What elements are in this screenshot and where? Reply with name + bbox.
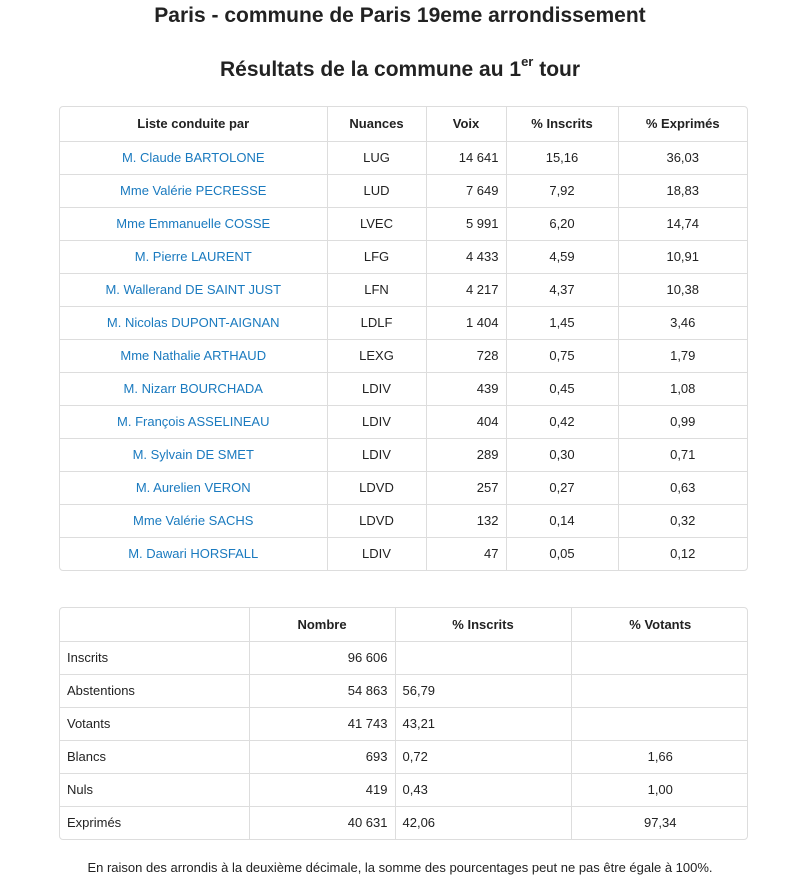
results-table bbox=[59, 106, 748, 571]
pct-exprimes-cell: 0,63 bbox=[618, 471, 747, 504]
summary-pct-votants-cell: 1,66 bbox=[571, 740, 748, 773]
table-row bbox=[60, 674, 748, 707]
table-row bbox=[60, 641, 748, 674]
pct-inscrits-cell: 0,05 bbox=[506, 537, 618, 570]
voix-cell: 1 404 bbox=[426, 306, 506, 339]
pct-inscrits-cell: 0,27 bbox=[506, 471, 618, 504]
voix-cell: 404 bbox=[426, 405, 506, 438]
summary-nombre-cell: 96 606 bbox=[249, 641, 395, 674]
summary-nombre-cell: 693 bbox=[249, 740, 395, 773]
summary-nombre-cell: 40 631 bbox=[249, 806, 395, 839]
pct-inscrits-cell: 0,14 bbox=[506, 504, 618, 537]
voix-cell: 728 bbox=[426, 339, 506, 372]
summary-header-row bbox=[60, 608, 748, 641]
voix-cell: 439 bbox=[426, 372, 506, 405]
candidate-cell bbox=[60, 207, 327, 240]
table-row bbox=[60, 806, 748, 839]
pct-exprimes-cell: 14,74 bbox=[618, 207, 747, 240]
pct-exprimes-cell: 0,71 bbox=[618, 438, 747, 471]
nuance-cell: LUD bbox=[327, 174, 426, 207]
nuance-cell: LDIV bbox=[327, 438, 426, 471]
voix-cell: 289 bbox=[426, 438, 506, 471]
summary-label-cell: Exprimés bbox=[60, 806, 249, 839]
col-header-liste: Liste conduite par bbox=[60, 107, 327, 141]
candidate-link[interactable]: M. François ASSELINEAU bbox=[117, 414, 270, 429]
summary-col-header-label bbox=[60, 608, 249, 641]
candidate-cell bbox=[60, 141, 327, 174]
pct-exprimes-cell: 10,38 bbox=[618, 273, 747, 306]
summary-label-cell: Abstentions bbox=[60, 674, 249, 707]
nuance-cell: LEXG bbox=[327, 339, 426, 372]
summary-pct-votants-cell bbox=[571, 674, 748, 707]
summary-nombre-cell: 54 863 bbox=[249, 674, 395, 707]
table-row bbox=[60, 537, 747, 570]
pct-exprimes-cell: 0,12 bbox=[670, 546, 696, 562]
candidate-link[interactable]: Mme Emmanuelle COSSE bbox=[116, 216, 271, 231]
voix-cell: 4 217 bbox=[426, 273, 506, 306]
table-row bbox=[60, 207, 747, 240]
voix-cell: 132 bbox=[426, 504, 506, 537]
results-header-row bbox=[60, 107, 747, 141]
summary-pct-votants-cell: 1,00 bbox=[571, 773, 748, 806]
candidate-link[interactable]: M. Wallerand DE SAINT JUST bbox=[105, 282, 282, 297]
table-row bbox=[60, 306, 747, 339]
subtitle-text: Résultats de la commune au 1 bbox=[219, 58, 522, 81]
candidate-cell bbox=[60, 240, 327, 273]
candidate-cell bbox=[60, 504, 327, 537]
nuance-cell: LDIV bbox=[327, 372, 426, 405]
table-row bbox=[60, 740, 748, 773]
nuance-cell: LUG bbox=[327, 141, 426, 174]
summary-col-header-nombre: Nombre bbox=[249, 608, 395, 641]
candidate-cell bbox=[60, 306, 327, 339]
table-row bbox=[60, 240, 747, 273]
pct-inscrits-cell: 0,30 bbox=[506, 438, 618, 471]
candidate-link[interactable]: M. Claude BARTOLONE bbox=[121, 150, 265, 165]
candidate-link[interactable]: Mme Nathalie ARTHAUD bbox=[120, 348, 267, 363]
pct-exprimes-cell: 0,99 bbox=[618, 405, 747, 438]
table-row bbox=[60, 405, 747, 438]
col-header-pct-exprimes: % Exprimés bbox=[618, 107, 747, 141]
voix-cell: 47 bbox=[426, 537, 506, 570]
summary-label-cell: Votants bbox=[60, 707, 249, 740]
subtitle-end: tour bbox=[533, 58, 581, 81]
summary-table bbox=[59, 607, 748, 840]
table-row bbox=[60, 707, 748, 740]
candidate-link[interactable]: M. Sylvain DE SMET bbox=[132, 447, 254, 462]
pct-inscrits-cell: 7,92 bbox=[506, 174, 618, 207]
table-row bbox=[60, 773, 748, 806]
nuance-cell: LDIV bbox=[327, 405, 426, 438]
summary-pct-votants-cell: 97,34 bbox=[643, 815, 677, 831]
summary-pct-inscrits-cell: 43,21 bbox=[395, 707, 571, 740]
table-row bbox=[60, 504, 747, 537]
candidate-link[interactable]: Mme Valérie SACHS bbox=[133, 513, 254, 528]
summary-pct-inscrits-cell: 0,72 bbox=[395, 740, 571, 773]
candidate-cell bbox=[60, 339, 327, 372]
summary-col-header-pct-inscrits: % Inscrits bbox=[395, 608, 571, 641]
summary-pct-inscrits-cell: 0,43 bbox=[395, 773, 571, 806]
nuance-cell: LVEC bbox=[327, 207, 426, 240]
pct-inscrits-cell: 4,59 bbox=[506, 240, 618, 273]
summary-nombre-cell: 41 743 bbox=[249, 707, 395, 740]
voix-cell: 14 641 bbox=[426, 141, 506, 174]
candidate-link[interactable]: Mme Valérie PECRESSE bbox=[120, 183, 267, 198]
table-row bbox=[60, 273, 747, 306]
voix-cell: 4 433 bbox=[426, 240, 506, 273]
candidate-cell bbox=[60, 273, 327, 306]
pct-inscrits-cell: 6,20 bbox=[506, 207, 618, 240]
candidate-link[interactable]: M. Dawari HORSFALL bbox=[128, 546, 259, 562]
pct-exprimes-cell: 1,08 bbox=[618, 372, 747, 405]
col-header-pct-inscrits: % Inscrits bbox=[506, 107, 618, 141]
nuance-cell: LFN bbox=[327, 273, 426, 306]
candidate-cell bbox=[60, 372, 327, 405]
col-header-voix: Voix bbox=[426, 107, 506, 141]
candidate-link[interactable]: M. Nizarr BOURCHADA bbox=[123, 381, 263, 396]
candidate-link[interactable]: M. Pierre LAURENT bbox=[134, 249, 252, 264]
page-title: Paris - commune de Paris 19eme arrondissement bbox=[154, 4, 646, 27]
summary-pct-inscrits-cell: 42,06 bbox=[395, 806, 571, 839]
rounding-note: En raison des arrondis à la deuxième décimale, la somme des pourcentages peut ne pas être égale à 100%. bbox=[87, 860, 713, 875]
voix-cell: 7 649 bbox=[426, 174, 506, 207]
summary-label-cell: Nuls bbox=[60, 773, 249, 806]
table-row bbox=[60, 438, 747, 471]
summary-pct-inscrits-cell: 56,79 bbox=[395, 674, 571, 707]
pct-inscrits-cell: 0,42 bbox=[506, 405, 618, 438]
col-header-nuances: Nuances bbox=[327, 107, 426, 141]
candidate-cell bbox=[60, 438, 327, 471]
pct-exprimes-cell: 36,03 bbox=[618, 141, 747, 174]
subtitle-superscript: er bbox=[521, 54, 534, 69]
summary-pct-votants-cell bbox=[571, 707, 748, 740]
table-row bbox=[60, 339, 747, 372]
summary-label-cell: Inscrits bbox=[60, 641, 249, 674]
pct-inscrits-cell: 1,45 bbox=[506, 306, 618, 339]
candidate-cell bbox=[60, 174, 327, 207]
page-subtitle bbox=[0, 54, 800, 82]
table-row bbox=[60, 174, 747, 207]
nuance-cell: LDVD bbox=[327, 504, 426, 537]
voix-cell: 257 bbox=[426, 471, 506, 504]
nuance-cell: LDIV bbox=[327, 537, 426, 570]
candidate-link[interactable]: M. Nicolas DUPONT-AIGNAN bbox=[106, 315, 280, 330]
pct-inscrits-cell: 4,37 bbox=[506, 273, 618, 306]
nuance-cell: LDVD bbox=[327, 471, 426, 504]
pct-exprimes-cell: 1,79 bbox=[618, 339, 747, 372]
pct-inscrits-cell: 0,75 bbox=[506, 339, 618, 372]
pct-inscrits-cell: 15,16 bbox=[506, 141, 618, 174]
voix-cell: 5 991 bbox=[426, 207, 506, 240]
candidate-cell bbox=[60, 471, 327, 504]
table-row bbox=[60, 372, 747, 405]
summary-pct-inscrits-cell bbox=[395, 641, 571, 674]
summary-pct-votants-cell bbox=[571, 641, 748, 674]
table-row bbox=[60, 471, 747, 504]
candidate-cell bbox=[60, 537, 327, 570]
pct-exprimes-cell: 3,46 bbox=[618, 306, 747, 339]
pct-exprimes-cell: 10,91 bbox=[618, 240, 747, 273]
pct-exprimes-cell: 0,32 bbox=[618, 504, 747, 537]
nuance-cell: LFG bbox=[327, 240, 426, 273]
nuance-cell: LDLF bbox=[327, 306, 426, 339]
pct-exprimes-cell: 18,83 bbox=[618, 174, 747, 207]
table-row bbox=[60, 141, 747, 174]
summary-label-cell: Blancs bbox=[60, 740, 249, 773]
pct-inscrits-cell: 0,45 bbox=[506, 372, 618, 405]
summary-col-header-pct-votants: % Votants bbox=[571, 608, 748, 641]
candidate-cell bbox=[60, 405, 327, 438]
candidate-link[interactable]: M. Aurelien VERON bbox=[135, 480, 251, 495]
summary-nombre-cell: 419 bbox=[249, 773, 395, 806]
